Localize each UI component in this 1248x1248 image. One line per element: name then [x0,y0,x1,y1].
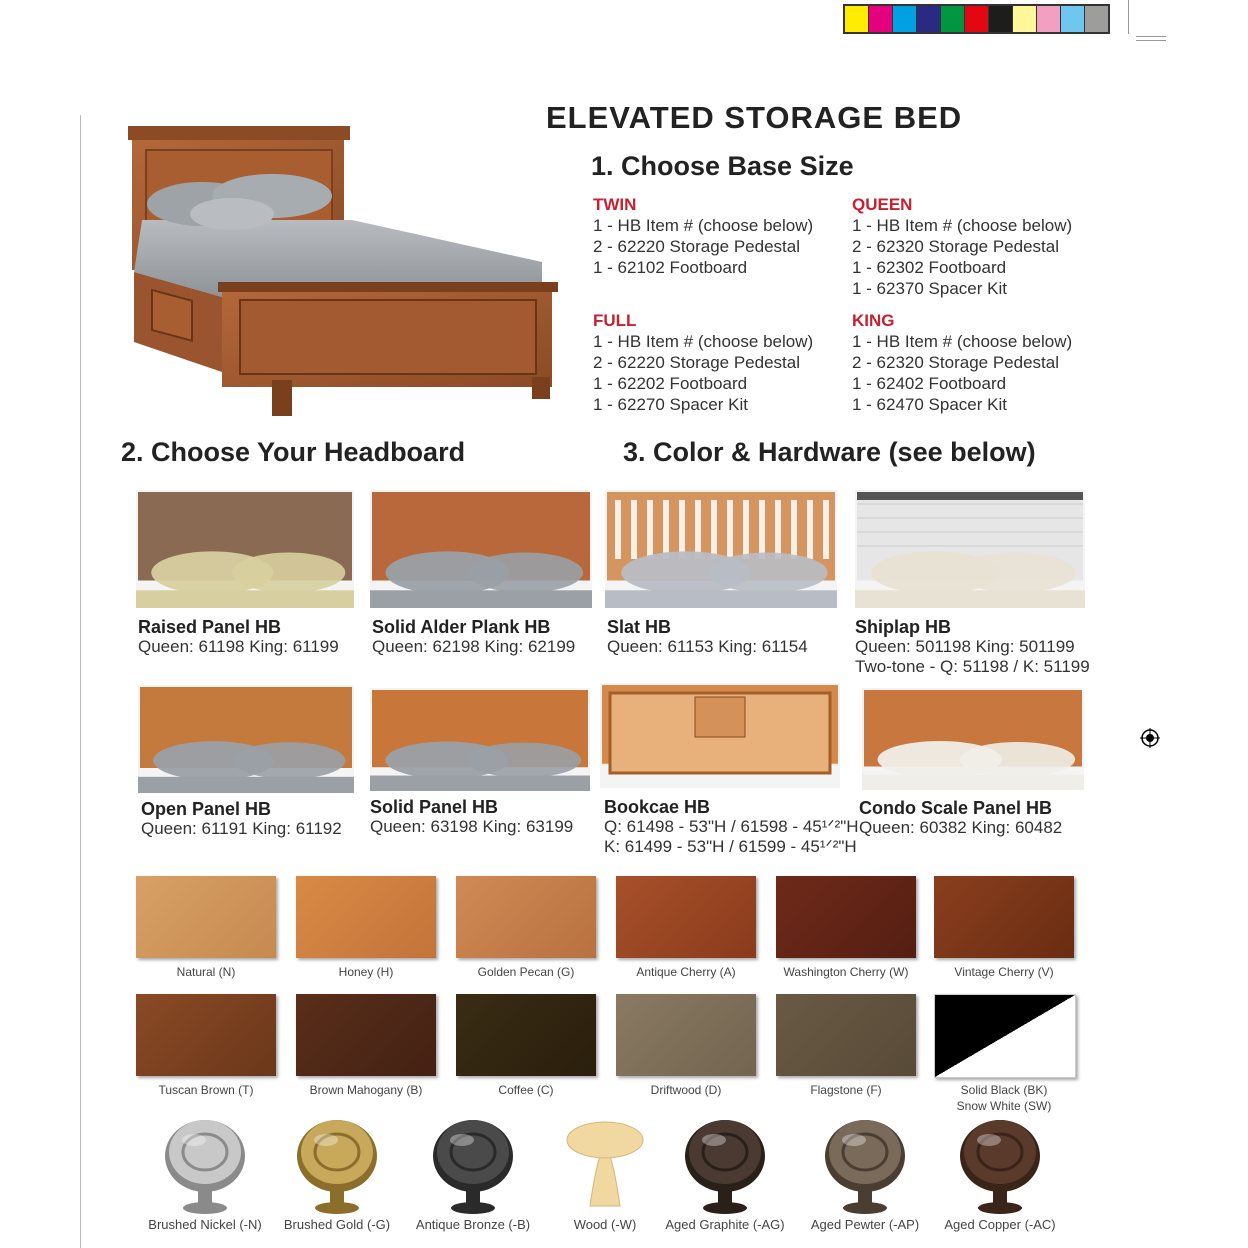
headboard-item-numbers: Queen: 501198 King: 501199 [855,637,1075,656]
finish-swatch[interactable] [296,876,436,958]
finish-label [606,1082,766,1098]
finish-name: Antique Cherry (A) [636,965,736,979]
finish-swatch[interactable] [456,994,596,1076]
finish-label [126,964,286,980]
size-line: 2 - 62220 Storage Pedestal [593,237,800,256]
size-queen [852,194,1072,299]
headboard-image [600,683,840,788]
step-3-heading: 3. Color & Hardware (see below) [623,437,1036,467]
registration-mark-icon [1140,728,1160,748]
size-line: 1 - HB Item # (choose below) [593,332,814,351]
step-2-heading: 2. Choose Your Headboard [121,437,466,467]
finish-name: Flagstone (F) [810,1083,882,1097]
print-color-bar [843,4,1110,34]
finish-swatch[interactable] [456,876,596,958]
size-name: FULL [593,311,637,330]
headboard-image [136,490,354,608]
headboard-item-numbers: Queen: 61153 King: 61154 [607,637,808,656]
headboard-name: Open Panel HB [141,799,272,819]
color-swatch [1037,6,1061,32]
finish-name: Washington Cherry (W) [783,965,909,979]
headboard-name: Slat HB [607,617,672,637]
color-swatch [941,6,965,32]
headboard-item-numbers: Queen: 61191 King: 61192 [141,819,342,838]
knob-icon[interactable] [560,1116,650,1216]
finish-name: Solid Black (BK) [960,1083,1048,1097]
finish-swatch[interactable] [616,994,756,1076]
headboard-item-numbers: K: 61499 - 53"H / 61599 - 45¹ᐟ²"H [604,837,857,856]
finish-label [606,964,766,980]
step-1-heading: 1. Choose Base Size [591,151,854,181]
color-swatch [1061,6,1085,32]
headboard-image [370,688,590,791]
hardware-label: Aged Pewter (-AP) [810,1217,920,1232]
knob-icon[interactable] [292,1116,382,1216]
color-swatch [965,6,989,32]
size-line: 1 - 62102 Footboard [593,258,748,277]
hardware-label: Brushed Gold (-G) [283,1217,391,1232]
headboard-image [370,490,592,608]
color-swatch [917,6,941,32]
size-line: 1 - 62270 Spacer Kit [593,395,748,414]
size-line: 2 - 62320 Storage Pedestal [852,237,1059,256]
headboard-solid-alder-plank [372,617,575,657]
finish-label [286,964,446,980]
size-line: 1 - 62302 Footboard [852,258,1007,277]
headboard-name: Shiplap HB [855,617,952,637]
hardware-label: Brushed Nickel (-N) [148,1217,262,1232]
size-line: 2 - 62320 Storage Pedestal [852,353,1059,372]
headboard-item-numbers: Queen: 61198 King: 61199 [138,637,339,656]
crop-mark [1128,0,1129,34]
headboard-name: Raised Panel HB [138,617,282,637]
hardware-label: Antique Bronze (-B) [415,1217,531,1232]
finish-swatch[interactable] [776,876,916,958]
finish-name: Coffee (C) [498,1083,554,1097]
knob-icon[interactable] [955,1116,1045,1216]
color-swatch [1085,6,1108,32]
headboard-slat [607,617,808,657]
finish-name: Vintage Cherry (V) [954,965,1054,979]
headboard-open-panel [141,799,342,839]
hardware-label: Wood (-W) [573,1217,637,1232]
headboard-image [138,685,354,793]
finish-swatch[interactable] [934,876,1074,958]
size-line: 1 - 62470 Spacer Kit [852,395,1007,414]
color-swatch [845,6,869,32]
finish-swatch[interactable] [616,876,756,958]
finish-name: Tuscan Brown (T) [158,1083,254,1097]
knob-icon[interactable] [428,1116,518,1216]
finish-swatch[interactable] [296,994,436,1076]
headboard-item-numbers: Q: 61498 - 53"H / 61598 - 45¹ᐟ²"H [604,817,859,836]
headboard-name: Bookcae HB [604,797,711,817]
crop-mark [1136,40,1166,41]
bed-illustration [122,122,562,422]
headboard-shiplap [855,617,1090,677]
size-line: 1 - 62370 Spacer Kit [852,279,1007,298]
size-name: KING [852,311,895,330]
size-name: QUEEN [852,195,913,214]
color-swatch [989,6,1013,32]
headboard-condo-scale-panel [859,798,1062,838]
headboard-image [862,688,1084,790]
hardware-label: Aged Graphite (-AG) [665,1217,785,1232]
page-title: ELEVATED STORAGE BED [546,100,963,135]
size-name: TWIN [593,195,637,214]
headboard-item-numbers: Two-tone - Q: 51198 / K: 51199 [855,657,1090,676]
finish-name: Golden Pecan (G) [477,965,575,979]
size-line: 1 - 62202 Footboard [593,374,748,393]
headboard-name: Solid Alder Plank HB [372,617,551,637]
finish-label [924,964,1084,980]
headboard-image [605,490,837,608]
knob-icon[interactable] [680,1116,770,1216]
finish-name: Natural (N) [176,965,236,979]
finish-name: Snow White (SW) [956,1099,1052,1113]
size-line: 2 - 62220 Storage Pedestal [593,353,800,372]
finish-label [446,1082,606,1098]
color-swatch [893,6,917,32]
finish-swatch[interactable] [136,876,276,958]
headboard-item-numbers: Queen: 63198 King: 63199 [370,817,574,836]
color-swatch [1013,6,1037,32]
finish-name: Honey (H) [338,965,394,979]
knob-icon[interactable] [160,1116,250,1216]
size-line: 1 - HB Item # (choose below) [852,216,1073,235]
headboard-name: Condo Scale Panel HB [859,798,1053,818]
hardware-label: Aged Copper (-AC) [944,1217,1056,1232]
margin-line [80,115,81,1248]
size-full [593,310,813,415]
finish-label [446,964,606,980]
finish-label [766,964,926,980]
headboard-item-numbers: Queen: 60382 King: 60482 [859,818,1063,837]
headboard-item-numbers: Queen: 62198 King: 62199 [372,637,576,656]
size-line: 1 - HB Item # (choose below) [852,332,1073,351]
finish-name: Driftwood (D) [650,1083,722,1097]
size-line: 1 - 62402 Footboard [852,374,1007,393]
finish-swatch[interactable] [776,994,916,1076]
size-king [852,310,1072,415]
headboard-raised-panel [138,617,339,657]
finish-swatch[interactable] [934,994,1076,1078]
headboard-solid-panel [370,797,573,837]
finish-label [766,1082,926,1098]
finish-name: Brown Mahogany (B) [309,1083,423,1097]
size-line: 1 - HB Item # (choose below) [593,216,814,235]
finish-label [126,1082,286,1098]
finish-label [286,1082,446,1098]
headboard-bookcase [604,797,859,857]
color-swatch [869,6,893,32]
finish-label [924,1082,1084,1114]
headboard-name: Solid Panel HB [370,797,499,817]
headboard-image [855,490,1085,608]
finish-swatch[interactable] [136,994,276,1076]
knob-icon[interactable] [820,1116,910,1216]
size-twin [593,194,813,278]
crop-mark [1136,36,1166,37]
